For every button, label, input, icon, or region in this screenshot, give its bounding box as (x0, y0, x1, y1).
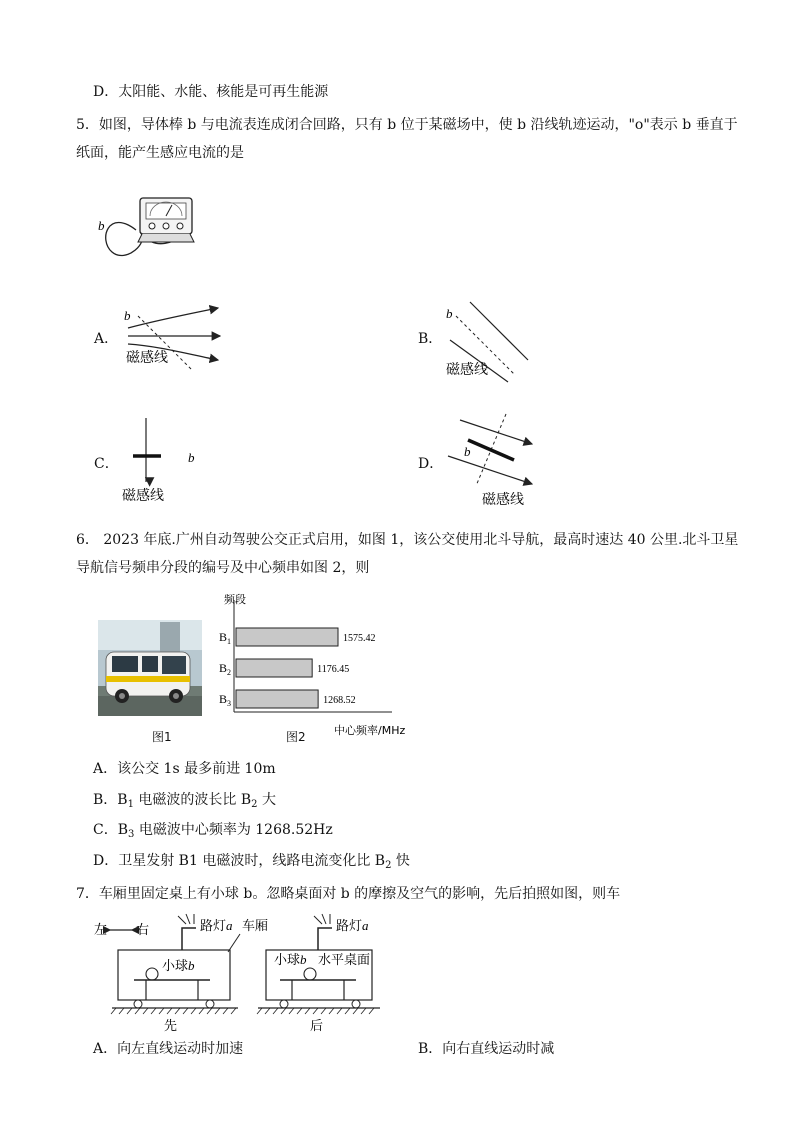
q7-carriage-figure (94, 910, 394, 1036)
q5-option-d-label: D． (418, 456, 444, 472)
q5-option-a-label: A． (94, 331, 119, 347)
q5-option-c-figure (116, 414, 216, 506)
carriage-1 (118, 950, 230, 1000)
q5-stem-line2: 纸面，能产生感应电流的是 (76, 145, 244, 161)
lamp2-label: 路灯 (336, 919, 363, 934)
fig1-caption: 图1 (152, 730, 172, 744)
bar-B2 (236, 659, 312, 677)
ammeter-circuit-figure (96, 180, 206, 260)
bar-value-label: 1176.45 (317, 664, 350, 675)
q5-option-c-label: C． (94, 456, 119, 472)
q6-stem-line2: 导航信号频串分段的编号及中心频串如图 2，则 (76, 560, 370, 576)
table-label: 水平桌面 (318, 953, 371, 968)
q5-option-b-label: B． (418, 331, 443, 347)
q7-option-b: B．向右直线运动时减 (418, 1041, 555, 1057)
dir-right: 右 (136, 923, 150, 938)
q6-option-a: A．该公交 1s 最多前进 10m (93, 761, 276, 777)
option-d-b: b (464, 444, 471, 459)
ball1-label: 小球 (162, 959, 189, 974)
option-c-b: b (188, 450, 195, 465)
category-label: $B_3$ (219, 692, 232, 708)
q7-option-a: A．向左直线运动时加速 (93, 1041, 244, 1057)
cap-after: 后 (310, 1019, 324, 1034)
q5-stem-line1: 5．如图，导体棒 b 与电流表连成闭合回路，只有 b 位于某磁场中，使 b 沿线轨迹运动，"o"表示 b 垂直于 (76, 117, 738, 133)
q6-option-b: B．$B_1$ 电磁波的波长比 $B_2$ 大 (93, 792, 276, 810)
q5-option-a-figure (118, 300, 238, 380)
bar-B1 (236, 628, 338, 646)
q6-stem-line1: 6． 2023 年底.广州自动驾驶公交正式启用，如图 1，该公交使用北斗导航，最高时速达 40 公里.北斗卫星 (76, 532, 739, 548)
fig2-caption: 图2 (286, 730, 306, 744)
dir-left: 左 (94, 923, 108, 938)
q6-option-c: C．$B_3$ 电磁波中心频率为 1268.52Hz (93, 822, 333, 840)
bar-value-label: 1268.52 (323, 695, 356, 706)
option-a-b: b (124, 308, 131, 323)
q4-option-d: D．太阳能、水能、核能是可再生能源 (93, 84, 329, 100)
q7-stem: 7．车厢里固定桌上有小球 b。忽略桌面对 b 的摩擦及空气的影响，先后拍照如图，则车 (76, 886, 621, 902)
bar-B3 (236, 690, 318, 708)
svg-text:路灯a: 路灯a (336, 918, 369, 934)
q5-option-b-figure (440, 296, 540, 386)
option-b-b: b (446, 306, 453, 321)
chart-y-label: 频段 (224, 593, 246, 606)
option-b-caption: 磁感线 (446, 362, 488, 378)
ball-1 (146, 968, 158, 980)
ball2-label: 小球 (274, 953, 301, 968)
lamp1-label: 路灯 (200, 919, 227, 934)
option-a-caption: 磁感线 (126, 350, 168, 366)
option-c-caption: 磁感线 (122, 488, 164, 504)
category-label: $B_2$ (219, 661, 232, 677)
fig-b-label: b (98, 218, 105, 233)
bus-photo (98, 620, 202, 716)
q6-option-d: D．卫星发射 B1 电磁波时，线路电流变化比 $B_2$ 快 (93, 853, 410, 871)
option-d-caption: 磁感线 (482, 492, 524, 508)
chart-x-label: 中心频率/MHz (334, 724, 406, 737)
q5-option-d-figure (444, 412, 544, 510)
bar-value-label: 1575.42 (343, 633, 376, 644)
category-label: $B_1$ (219, 630, 232, 646)
ball-2 (304, 968, 316, 980)
svg-text:小球b: 小球b (162, 958, 195, 974)
cap-first: 先 (164, 1019, 178, 1034)
svg-text:路灯a: 路灯a (200, 918, 233, 934)
frequency-bar-chart (212, 588, 422, 738)
car-label: 车厢 (242, 919, 269, 934)
svg-text:小球b: 小球b (274, 952, 307, 968)
